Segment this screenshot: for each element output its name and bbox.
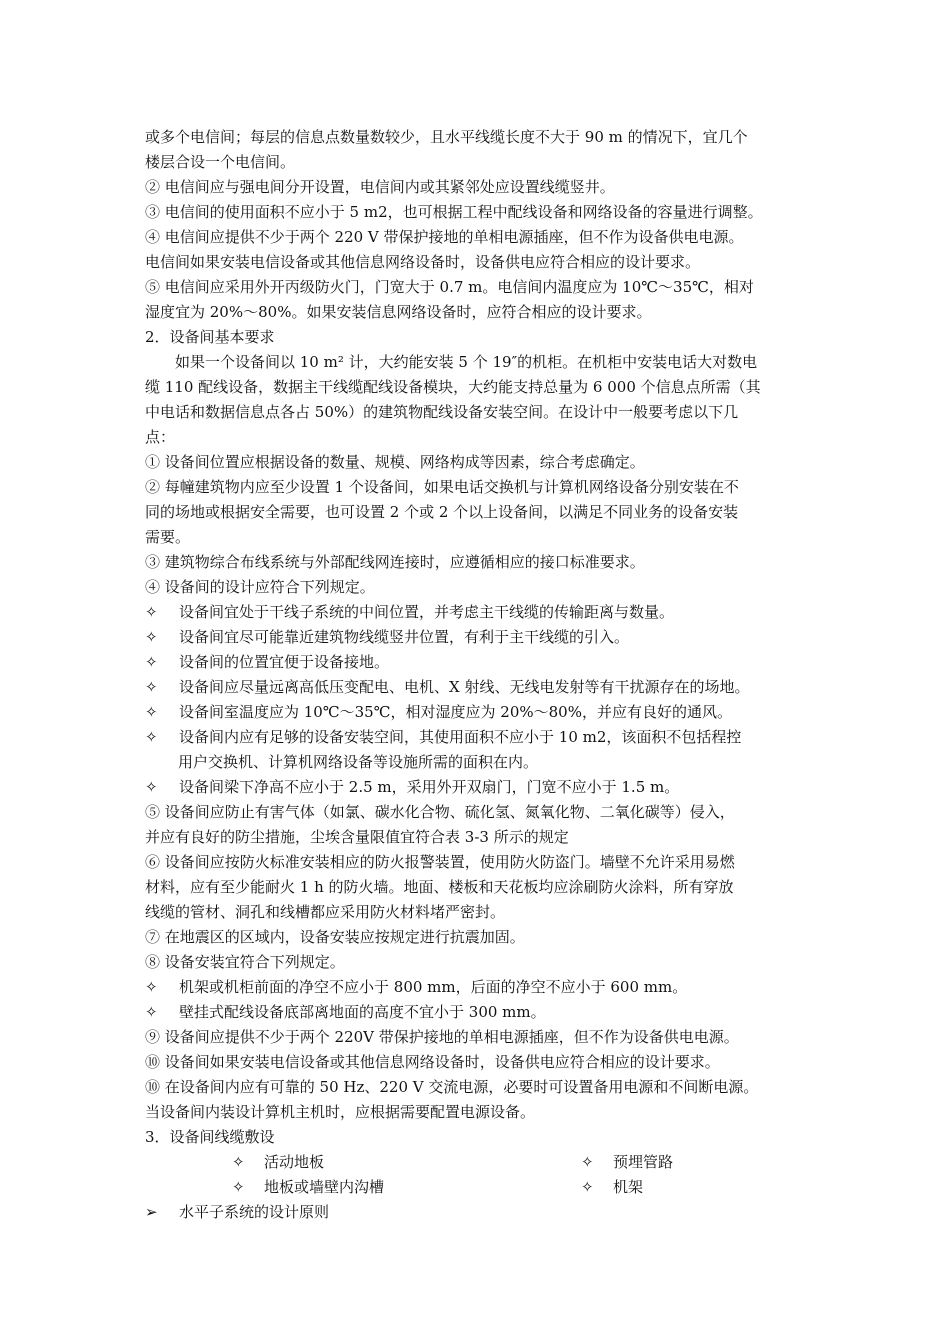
cable-option-label: 活动地板	[264, 1153, 325, 1171]
list-item: ① 设备间位置应根据设备的数量、规模、网络构成等因素，综合考虑确定。	[145, 453, 645, 471]
diamond-bullet-icon: ✧	[145, 603, 158, 621]
cable-option	[232, 1152, 324, 1172]
bullet-item	[145, 652, 389, 672]
diamond-bullet-icon: ✧	[145, 978, 158, 996]
next-section-heading-text: 水平子系统的设计原则	[179, 1203, 330, 1221]
list-item: ⑧ 设备安装宜符合下列规定。	[145, 953, 345, 971]
bullet-continuation: 用户交换机、计算机网络设备等设施所需的面积在内。	[178, 753, 539, 771]
diamond-bullet-icon: ✧	[145, 1003, 158, 1021]
arrow-bullet-icon: ➢	[145, 1203, 158, 1221]
bullet-text: 设备间的位置宜便于设备接地。	[179, 653, 390, 671]
section-heading: 3．设备间线缆敷设	[145, 1128, 275, 1146]
list-item: ④ 电信间应提供不少于两个 220 V 带保护接地的单相电源插座，但不作为设备供电电源。	[145, 228, 744, 246]
list-item: ⑥ 设备间应按防火标准安装相应的防火报警装置，使用防火防盗门。墙壁不允许采用易燃	[145, 853, 735, 871]
list-item: ⑤ 设备间应防止有害气体（如氯、碳水化合物、硫化氢、氮氧化物、二氧化碳等）侵入，	[145, 803, 735, 821]
diamond-bullet-icon: ✧	[145, 778, 158, 796]
list-item: ⑩ 设备间如果安装电信设备或其他信息网络设备时，设备供电应符合相应的设计要求。	[145, 1053, 720, 1071]
list-item: ⑤ 电信间应采用外开丙级防火门，门宽大于 0.7 m。电信间内温度应为 10℃～35℃，相对	[145, 278, 754, 296]
paragraph-line: 点：	[145, 428, 176, 446]
next-section-heading	[145, 1202, 329, 1222]
diamond-bullet-icon: ✧	[145, 703, 158, 721]
diamond-bullet-icon: ✧	[145, 678, 158, 696]
bullet-item	[145, 727, 741, 747]
paragraph-line: 楼层合设一个电信间。	[145, 153, 296, 171]
cable-option	[581, 1177, 643, 1197]
list-item: ⑦ 在地震区的区域内，设备安装应按规定进行抗震加固。	[145, 928, 525, 946]
diamond-bullet-icon: ✧	[581, 1178, 594, 1196]
paragraph-line: 中电话和数据信息点各占 50%）的建筑物配线设备安装空间。在设计中一般要考虑以下几	[145, 403, 739, 421]
diamond-bullet-icon: ✧	[232, 1178, 245, 1196]
bullet-item	[145, 602, 674, 622]
diamond-bullet-icon: ✧	[145, 728, 158, 746]
cable-option-label: 地板或墙壁内沟槽	[264, 1178, 385, 1196]
bullet-item	[145, 1002, 546, 1022]
paragraph-line: 当设备间内装设计算机主机时，应根据需要配置电源设备。	[145, 1103, 536, 1121]
bullet-item	[145, 627, 629, 647]
bullet-text: 机架或机柜前面的净空不应小于 800 mm，后面的净空不应小于 600 mm。	[179, 978, 688, 996]
paragraph-line: 需要。	[145, 528, 191, 546]
diamond-bullet-icon: ✧	[145, 653, 158, 671]
paragraph-line: 线缆的管材、洞孔和线槽都应采用防火材料堵严密封。	[145, 903, 506, 921]
paragraph-line: 缆 110 配线设备，数据主干线缆配线设备模块，大约能支持总量为 6 000 个信息点所需（其	[145, 378, 761, 396]
paragraph-line: 同的场地或根据安全需要，也可设置 2 个或 2 个以上设备间，以满足不同业务的设备安装	[145, 503, 739, 521]
bullet-text: 设备间内应有足够的设备安装空间，其使用面积不应小于 10 m2，该面积不包括程控	[179, 728, 742, 746]
paragraph-line: 湿度宜为 20%～80%。如果安装信息网络设备时，应符合相应的设计要求。	[145, 303, 652, 321]
paragraph-line: 并应有良好的防尘措施，尘埃含量限值宜符合表 3-3 所示的规定	[145, 828, 569, 846]
list-item: ② 每幢建筑物内应至少设置 1 个设备间，如果电话交换机与计算机网络设备分别安装在不	[145, 478, 739, 496]
diamond-bullet-icon: ✧	[145, 628, 158, 646]
paragraph-line: 电信间如果安装电信设备或其他信息网络设备时，设备供电应符合相应的设计要求。	[145, 253, 701, 271]
bullet-item	[145, 977, 687, 997]
paragraph-line: 或多个电信间；每层的信息点数量数较少，且水平线缆长度不大于 90 m 的情况下，宜几个	[145, 128, 748, 146]
bullet-text: 设备间室温度应为 10℃～35℃，相对湿度应为 20%～80%，并应有良好的通风。	[179, 703, 732, 721]
list-item: ③ 建筑物综合布线系统与外部配线网连接时，应遵循相应的接口标准要求。	[145, 553, 645, 571]
cable-option	[581, 1152, 673, 1172]
bullet-text: 壁挂式配线设备底部离地面的高度不宜小于 300 mm。	[179, 1003, 546, 1021]
bullet-text: 设备间梁下净高不应小于 2.5 m，采用外开双扇门，门宽不应小于 1.5 m。	[179, 778, 680, 796]
diamond-bullet-icon: ✧	[232, 1153, 245, 1171]
cable-option-label: 机架	[613, 1178, 644, 1196]
bullet-item	[145, 702, 732, 722]
list-item: ④ 设备间的设计应符合下列规定。	[145, 578, 375, 596]
list-item: ⑨ 设备间应提供不少于两个 220V 带保护接地的单相电源插座，但不作为设备供电电源。	[145, 1028, 739, 1046]
paragraph-line: 材料，应有至少能耐火 1 h 的防火墙。地面、楼板和天花板均应涂刷防火涂料，所有穿放	[145, 878, 734, 896]
bullet-item	[145, 777, 679, 797]
bullet-text: 设备间应尽量远离高低压变配电、电机、X 射线、无线电发射等有干扰源存在的场地。	[179, 678, 750, 696]
list-item: ⑩ 在设备间内应有可靠的 50 Hz、220 V 交流电源，必要时可设置备用电源和不间断电源。	[145, 1078, 759, 1096]
bullet-text: 设备间宜处于干线子系统的中间位置，并考虑主干线缆的传输距离与数量。	[179, 603, 675, 621]
bullet-item	[145, 677, 749, 697]
list-item: ③ 电信间的使用面积不应小于 5 m2，也可根据工程中配线设备和网络设备的容量进行调整。	[145, 203, 763, 221]
bullet-text: 设备间宜尽可能靠近建筑物线缆竖井位置，有利于主干线缆的引入。	[179, 628, 630, 646]
cable-option	[232, 1177, 384, 1197]
cable-option-label: 预埋管路	[613, 1153, 674, 1171]
section-heading: 2．设备间基本要求	[145, 328, 275, 346]
paragraph-line: 如果一个设备间以 10 m² 计，大约能安装 5 个 19″的机柜。在机柜中安装电话大对数电	[175, 353, 758, 371]
diamond-bullet-icon: ✧	[581, 1153, 594, 1171]
list-item: ② 电信间应与强电间分开设置，电信间内或其紧邻处应设置线缆竖井。	[145, 178, 615, 196]
